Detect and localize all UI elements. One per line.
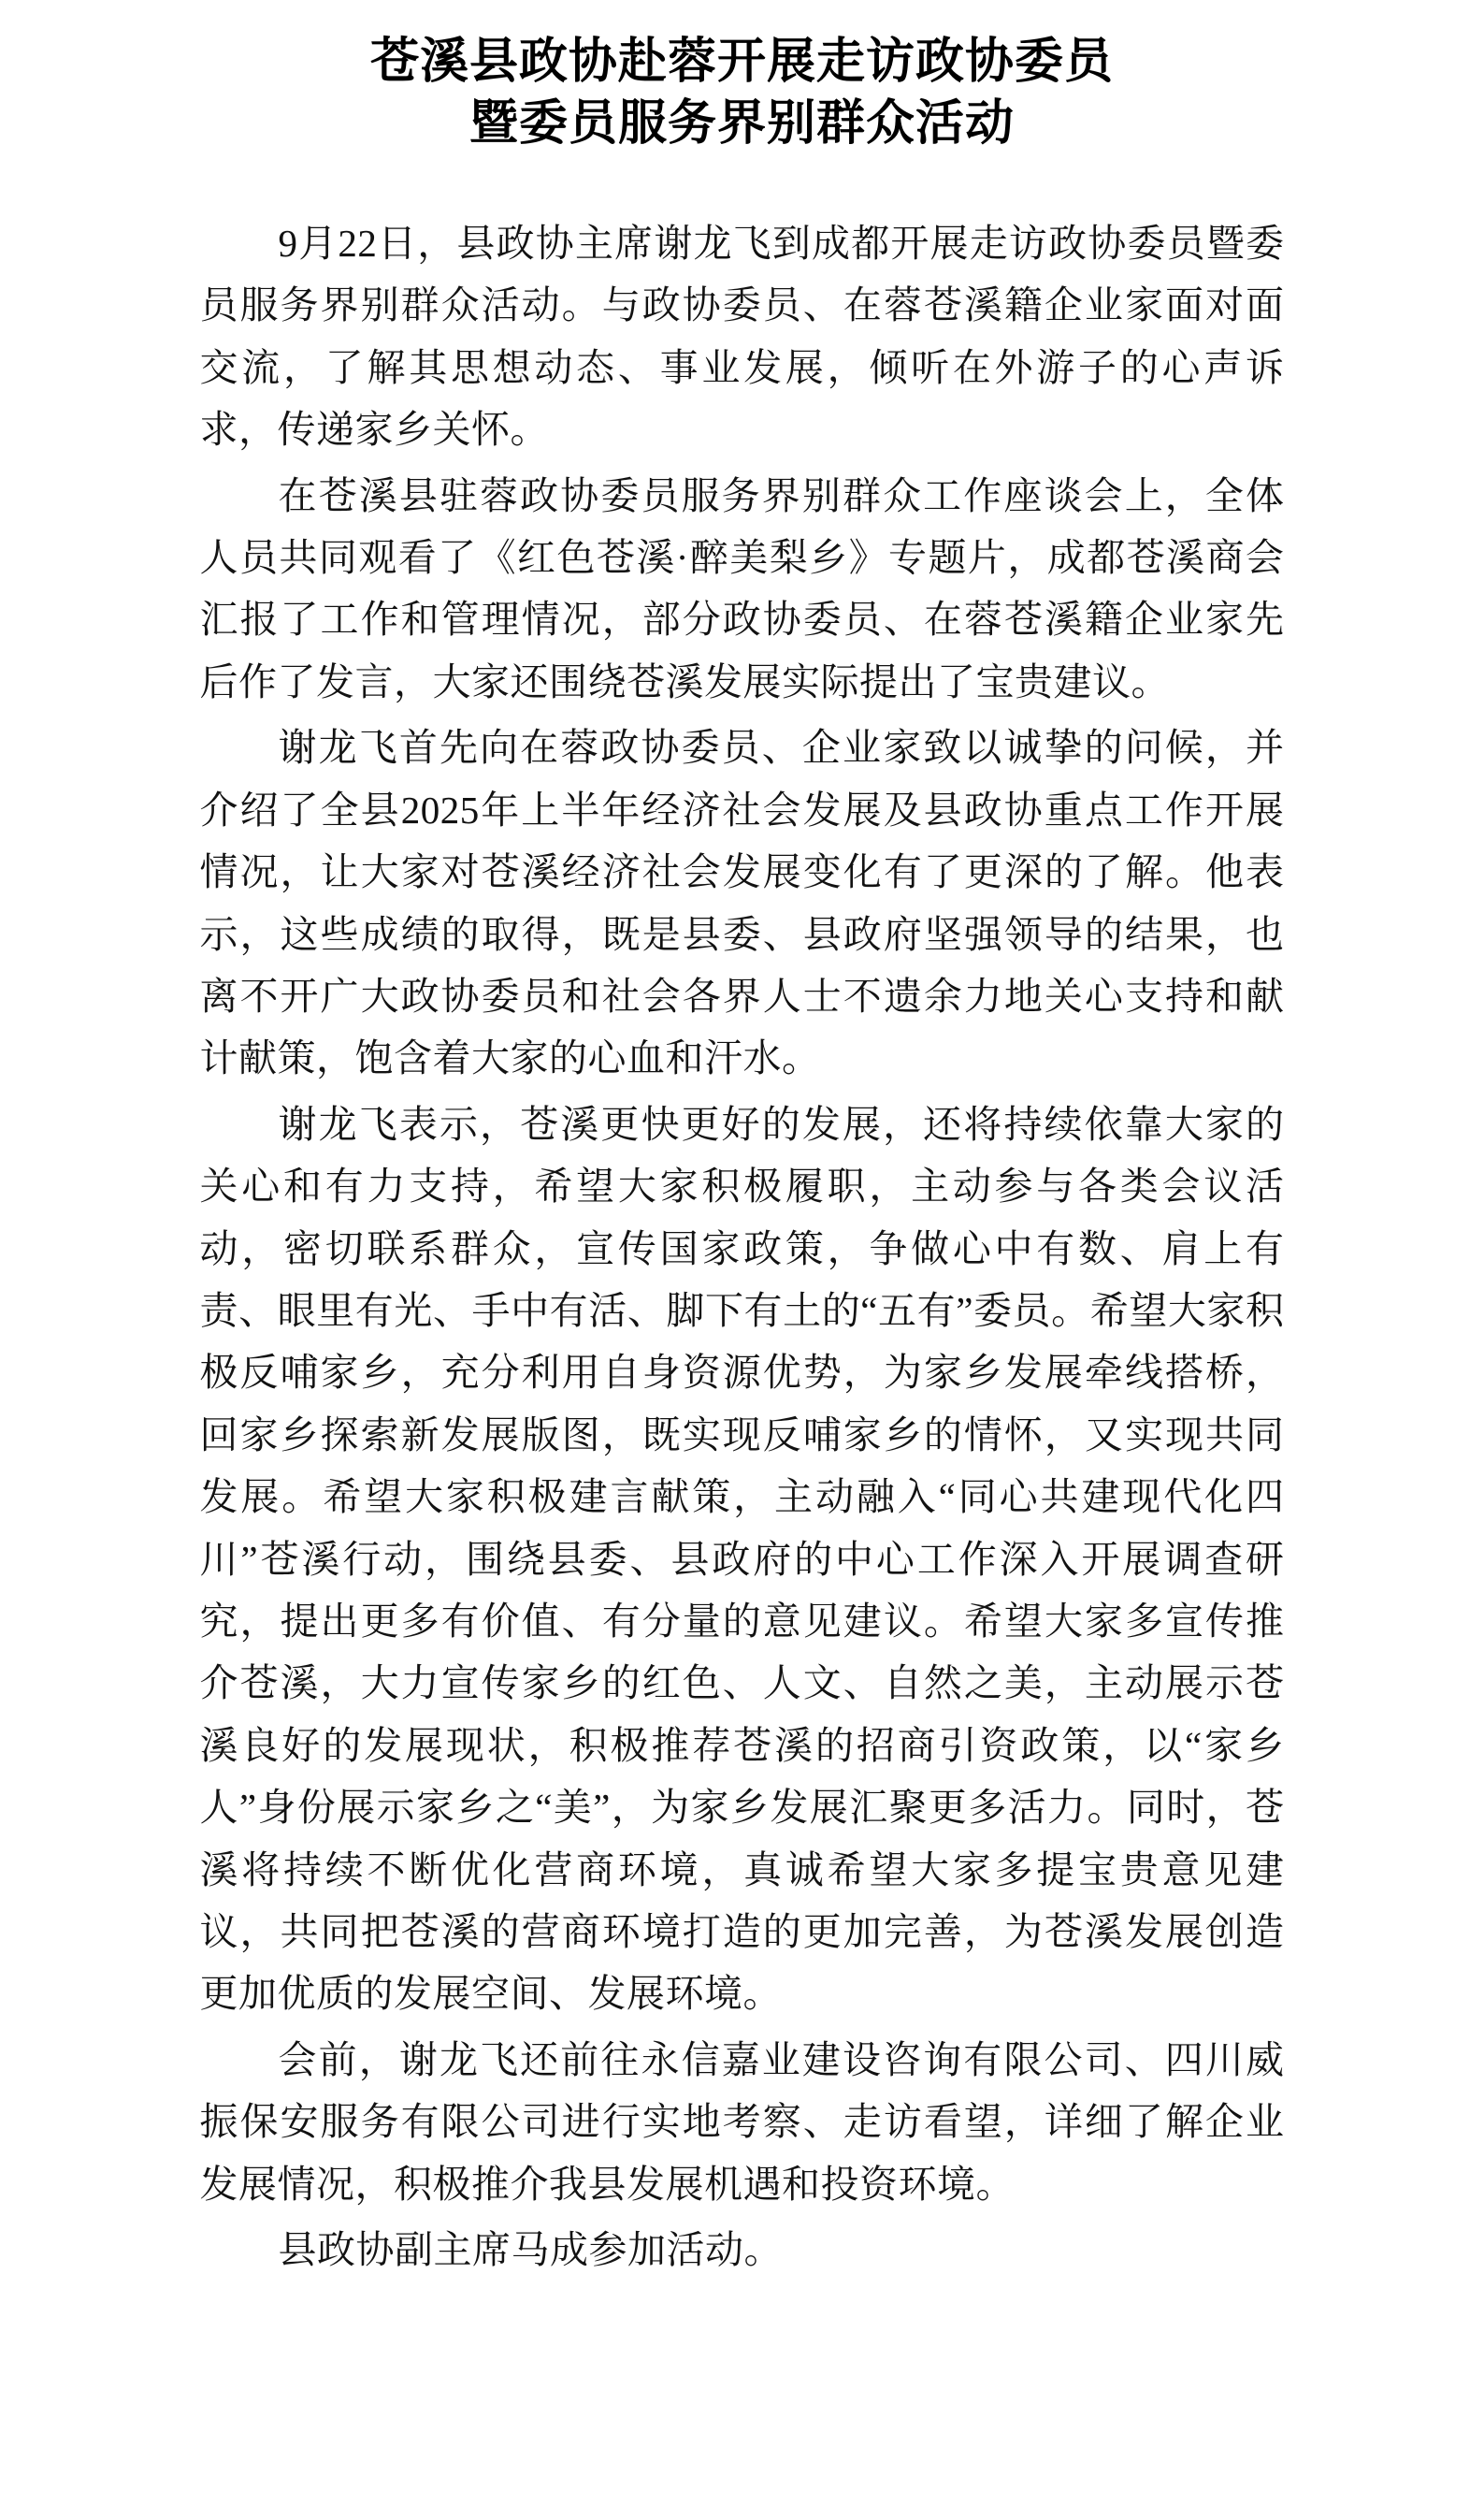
paragraph: 在苍溪县驻蓉政协委员服务界别群众工作座谈会上，全体人员共同观看了《红色苍溪·醉美梨乡》专题片，成都苍溪商会汇报了工作和管理情况，部分政协委员、在蓉苍溪籍企业家先后作了发言，大家还围绕苍溪发展实际提出了宝贵建议。 [199,473,1285,703]
document-body [200,154,1285,2281]
paragraph: 9月22日，县政协主席谢龙飞到成都开展走访政协委员暨委员服务界别群众活动。与政协委员、在蓉苍溪籍企业家面对面交流，了解其思想动态、事业发展，倾听在外游子的心声诉求，传递家乡关怀。 [199,222,1285,452]
paragraph: 会前，谢龙飞还前往永信嘉业建设咨询有限公司、四川威振保安服务有限公司进行实地考察、走访看望，详细了解企业发展情况，积极推介我县发展机遇和投资环境。 [199,2037,1285,2206]
paragraph: 谢龙飞首先向在蓉政协委员、企业家致以诚挚的问候，并介绍了全县2025年上半年经济社会发展及县政协重点工作开展情况，让大家对苍溪经济社会发展变化有了更深的了解。他表示，这些成绩的取得，既是县委、县政府坚强领导的结果，也离不开广大政协委员和社会各界人士不遗余力地关心支持和献计献策，饱含着大家的心血和汗水。 [199,726,1285,1080]
page-title-line-2: 暨委员服务界别群众活动 [468,96,1015,151]
paragraph: 县政协副主席马成参加活动。 [278,2228,784,2272]
page-title-line-1: 苍溪县政协赴蓉开展走访政协委员 [369,36,1114,89]
paragraph: 谢龙飞表示，苍溪更快更好的发展，还将持续依靠大家的关心和有力支持，希望大家积极履职，主动参与各类会议活动，密切联系群众，宣传国家政策，争做心中有数、肩上有责、眼里有光、手中有活、脚下有土的“五有”委员。希望大家积极反哺家乡，充分利用自身资源优势，为家乡发展牵线搭桥，回家乡探索新发展版图，既实现反哺家乡的情怀，又实现共同发展。希望大家积极建言献策，主动融入“同心共建现代化四川”苍溪行动，围绕县委、县政府的中心工作深入开展调查研究，提出更多有价值、有分量的意见建议。希望大家多宣传推介苍溪，大力宣传家乡的红色、人文、自然之美，主动展示苍溪良好的发展现状，积极推荐苍溪的招商引资政策，以“家乡人”身份展示家乡之“美”，为家乡发展汇聚更多活力。同时，苍溪将持续不断优化营商环境，真诚希望大家多提宝贵意见建议，共同把苍溪的营商环境打造的更加完善，为苍溪发展创造更加优质的发展空间、发展环境。 [199,1102,1285,2016]
page-title [191,26,1294,154]
